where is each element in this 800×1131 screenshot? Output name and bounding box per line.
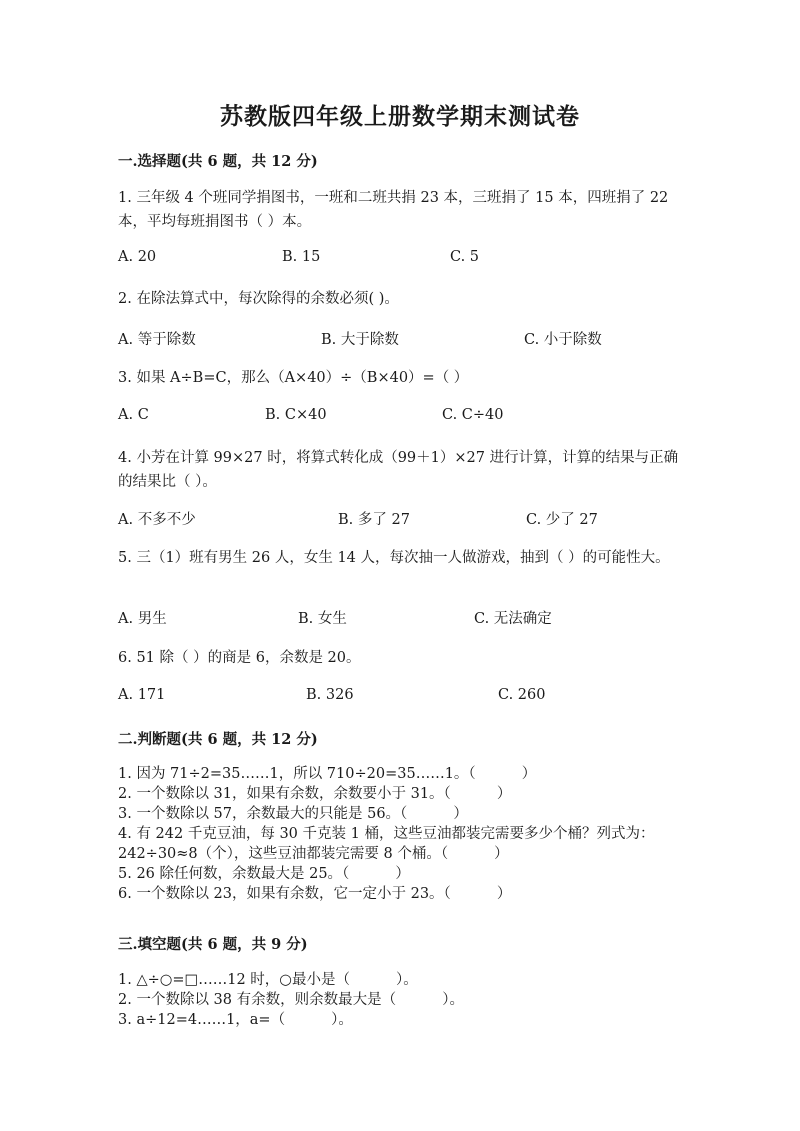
- option-a: A. 不多不少: [118, 512, 196, 528]
- question-stem: 3. 如果 A÷B=C，那么（A×40）÷（B×40）=（ ）: [118, 370, 469, 386]
- options-row: [118, 249, 683, 271]
- option-a: A. C: [118, 407, 149, 423]
- option-b: B. 大于除数: [321, 332, 399, 348]
- question-stem: 6. 51 除（ ）的商是 6，余数是 20。: [118, 650, 361, 666]
- option-a: A. 等于除数: [118, 332, 196, 348]
- section-heading-fill-blank: 三.填空题(共 6 题，共 9 分): [118, 936, 308, 953]
- list-item: 3. a÷12=4……1，a=（ ）。: [118, 1012, 353, 1028]
- option-c: C. 少了 27: [526, 512, 598, 528]
- question-stem: 4. 小芳在计算 99×27 时，将算式转化成（99＋1）×27 进行计算，计算的结果与正确的结果比（ ）。: [118, 450, 679, 490]
- question-stem: 2. 在除法算式中，每次除得的余数必须( )。: [118, 291, 399, 307]
- page-title: 苏教版四年级上册数学期末测试卷: [220, 103, 580, 130]
- list-item: 4. 有 242 千克豆油，每 30 千克装 1 桶，这些豆油都装完需要多少个桶？列式为：242÷30≈8（个），这些豆油都装完需要 8 个桶。（ ）: [118, 826, 655, 862]
- list-item: 2. 一个数除以 31，如果有余数，余数要小于 31。（ ）: [118, 786, 512, 802]
- option-a: A. 20: [118, 249, 157, 265]
- list-item: 1. △÷○=□……12 时，○最小是（ ）。: [118, 972, 418, 988]
- true-false-list: [118, 764, 683, 904]
- list-item: 2. 一个数除以 38 有余数，则余数最大是（ ）。: [118, 992, 464, 1008]
- option-c: C. 小于除数: [524, 332, 602, 348]
- option-b: B. 女生: [298, 611, 347, 627]
- option-c: C. 5: [450, 249, 480, 265]
- section-heading-choice: 一.选择题(共 6 题，共 12 分): [118, 153, 318, 170]
- section-heading-true-false: 二.判断题(共 6 题，共 12 分): [118, 731, 318, 748]
- option-c: C. 无法确定: [474, 611, 552, 627]
- options-row: [118, 607, 683, 629]
- options-row: [118, 508, 683, 530]
- option-c: C. C÷40: [442, 407, 504, 423]
- option-b: B. C×40: [265, 407, 327, 423]
- list-item: 3. 一个数除以 57，余数最大的只能是 56。（ ）: [118, 806, 468, 822]
- options-row: [118, 687, 683, 709]
- option-b: B. 15: [282, 249, 321, 265]
- question-stem: 1. 三年级 4 个班同学捐图书，一班和二班共捐 23 本，三班捐了 15 本，四班捐了 22 本，平均每班捐图书（ ）本。: [118, 190, 669, 230]
- list-item: 1. 因为 71÷2=35……1，所以 710÷20=35……1。（ ）: [118, 766, 537, 782]
- option-b: B. 多了 27: [338, 512, 410, 528]
- list-item: 5. 26 除任何数，余数最大是 25。（ ）: [118, 866, 410, 882]
- list-item: 6. 一个数除以 23，如果有余数，它一定小于 23。（ ）: [118, 886, 512, 902]
- options-row: [118, 328, 683, 350]
- question-stem: 5. 三（1）班有男生 26 人，女生 14 人，每次抽一人做游戏，抽到（ ）的可能性大。: [118, 550, 670, 566]
- options-row: [118, 407, 683, 429]
- option-a: A. 171: [118, 687, 166, 703]
- option-a: A. 男生: [118, 611, 167, 627]
- option-c: C. 260: [498, 687, 546, 703]
- option-b: B. 326: [306, 687, 354, 703]
- fill-blank-list: [118, 970, 683, 1030]
